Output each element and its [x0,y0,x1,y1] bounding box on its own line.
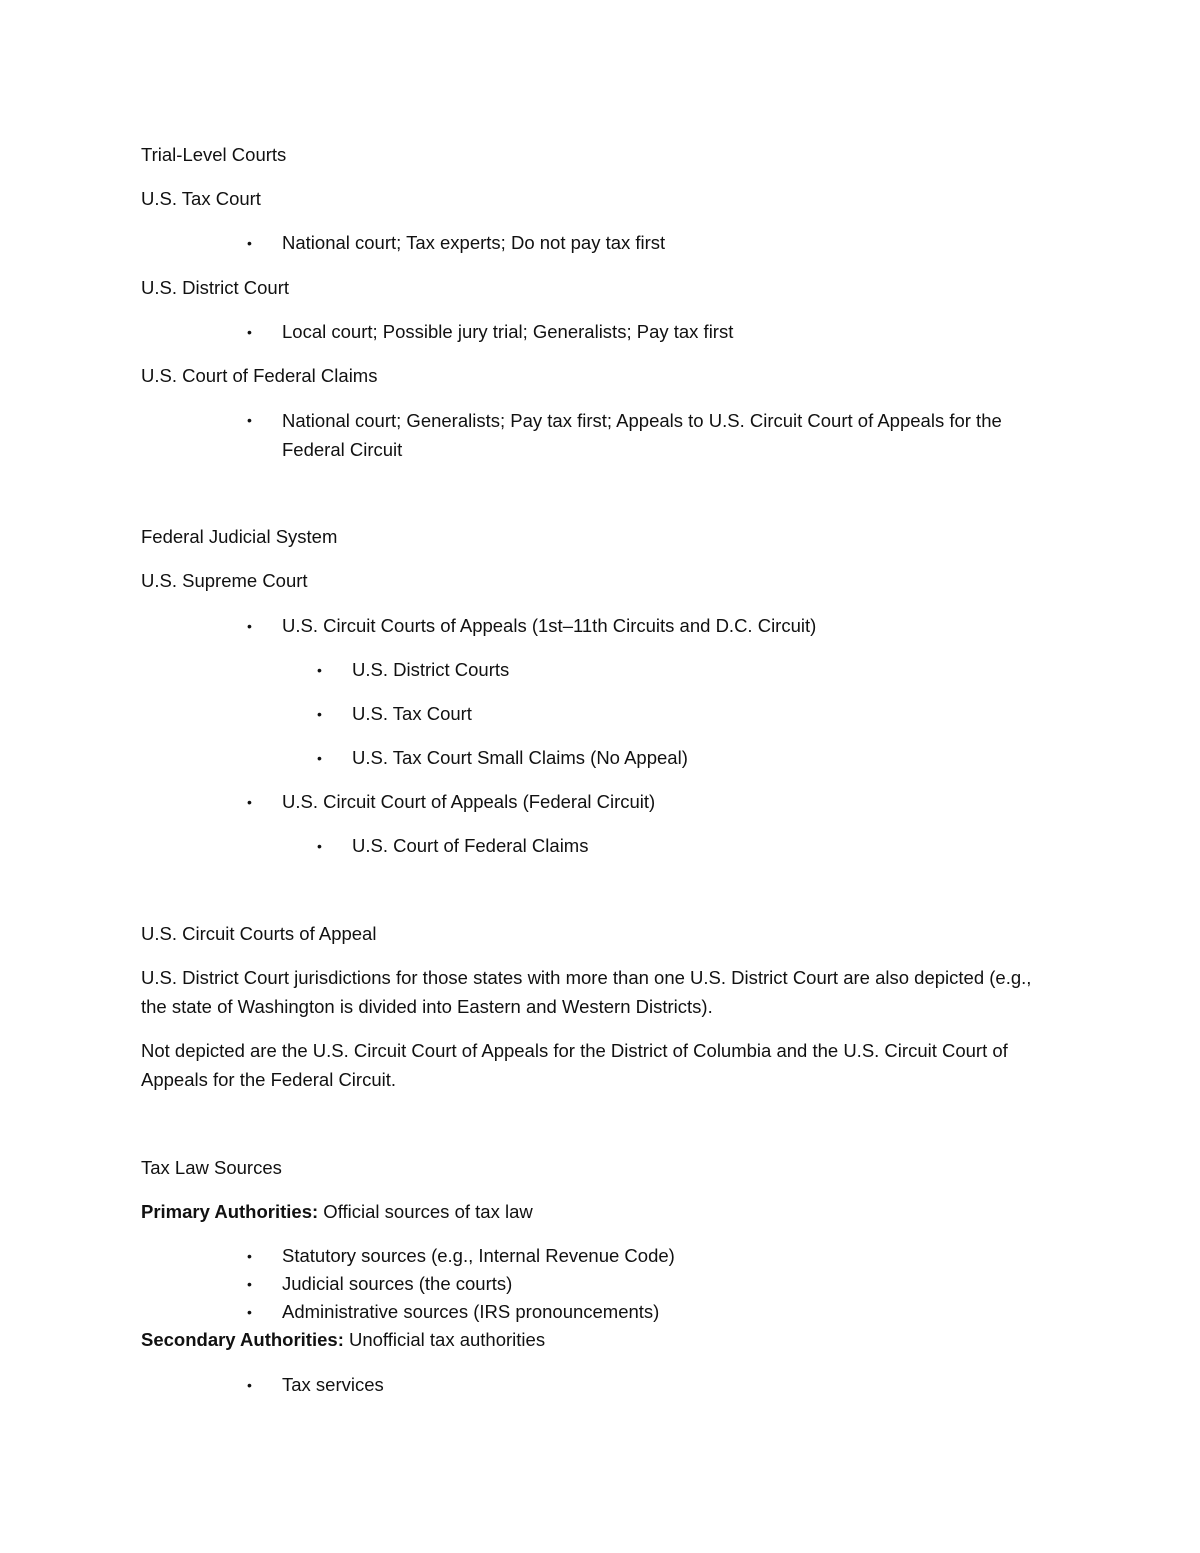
list-item-text: U.S. Circuit Courts of Appeals (1st–11th Circuits and D.C. Circuit) [282,615,817,636]
list-item-text: U.S. Circuit Court of Appeals (Federal Circuit) [282,791,656,812]
list-item-text: U.S. District Courts [352,659,510,680]
bullet-icon: • [317,662,322,678]
supreme-court-title: U.S. Supreme Court [141,570,308,591]
paragraph: Not depicted are the U.S. Circuit Court of Appeals for the District of Columbia and the U.S. Circuit Court of Appeals for the Federal Circuit. [141,1040,1008,1090]
bullet-icon: • [247,235,252,251]
bullet-icon: • [317,750,322,766]
secondary-authorities-text: Unofficial tax authorities [343,1329,546,1350]
list-item-text: Local court; Possible jury trial; Generalists; Pay tax first [282,321,734,342]
bullet-icon: • [247,324,252,340]
secondary-authorities-label: Secondary Authorities: [141,1329,344,1350]
primary-authorities-label: Primary Authorities: [141,1201,319,1222]
list-item-text: U.S. Tax Court Small Claims (No Appeal) [352,747,688,768]
claims-court-title: U.S. Court of Federal Claims [141,365,378,386]
tax-court-title: U.S. Tax Court [141,188,261,209]
primary-authorities-text: Official sources of tax law [318,1201,533,1222]
list-item-text: National court; Generalists; Pay tax first; Appeals to U.S. Circuit Court of Appeals for the Federal Circuit [282,410,1002,460]
list-item-text: Judicial sources (the courts) [282,1273,513,1294]
bullet-icon: • [247,412,252,428]
list-item-text: Tax services [282,1374,384,1395]
section-heading-trial-courts: Trial-Level Courts [141,144,287,165]
list-item-text: U.S. Tax Court [352,703,472,724]
bullet-icon: • [247,1304,252,1320]
bullet-icon: • [317,706,322,722]
district-court-title: U.S. District Court [141,277,290,298]
list-item-text: U.S. Court of Federal Claims [352,835,589,856]
bullet-icon: • [247,1276,252,1292]
bullet-icon: • [247,1248,252,1264]
bullet-icon: • [247,794,252,810]
list-item-text: Statutory sources (e.g., Internal Revenue Code) [282,1245,675,1266]
list-item-text: National court; Tax experts; Do not pay tax first [282,232,666,253]
bullet-icon: • [317,838,322,854]
section-heading-circuit-appeal: U.S. Circuit Courts of Appeal [141,923,377,944]
secondary-authorities-line [141,1328,545,1352]
section-heading-federal-system: Federal Judicial System [141,526,338,547]
primary-authorities-line [141,1200,533,1224]
section-heading-tax-law: Tax Law Sources [141,1157,282,1178]
bullet-icon: • [247,618,252,634]
list-item-text: Administrative sources (IRS pronouncements) [282,1301,660,1322]
paragraph: U.S. District Court jurisdictions for those states with more than one U.S. District Court are also depicted (e.g., the state of Washington is divided into Eastern and Western Districts). [141,967,1032,1017]
bullet-icon: • [247,1377,252,1393]
